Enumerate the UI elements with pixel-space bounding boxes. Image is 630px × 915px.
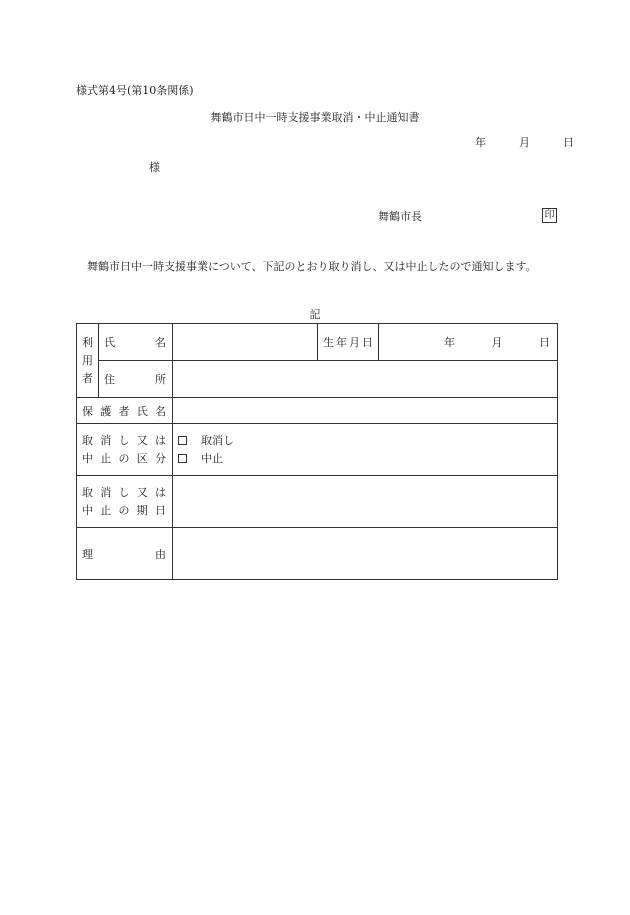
date-label-cell xyxy=(77,476,173,528)
label-char: の xyxy=(118,451,130,465)
label-char: 消 xyxy=(100,485,112,499)
user-group-label-cell xyxy=(77,324,99,398)
label-char: 又 xyxy=(136,485,148,499)
label-char: 住 xyxy=(104,373,115,386)
label-char: は xyxy=(155,433,166,447)
name-value-cell[interactable] xyxy=(173,324,318,361)
label-char: 中 xyxy=(82,451,93,465)
date-day: 日 xyxy=(563,136,574,149)
label-char: 止 xyxy=(100,451,112,465)
label-char: は xyxy=(155,485,166,499)
label-char: 区 xyxy=(136,451,148,465)
option-cancel-label: 取消し xyxy=(201,433,234,447)
label-char: 氏 xyxy=(136,404,148,418)
label-char: 日 xyxy=(155,503,166,517)
guardian-name-value-cell[interactable] xyxy=(173,398,558,424)
label-char: 中 xyxy=(82,503,93,517)
notice-form-table xyxy=(76,323,558,580)
label-char: し xyxy=(118,485,130,499)
checkbox-suspend[interactable] xyxy=(178,454,187,463)
label-char: 所 xyxy=(155,373,166,386)
label-char: 止 xyxy=(100,503,112,517)
reason-value-cell[interactable] xyxy=(173,528,558,580)
address-label-cell xyxy=(99,361,173,398)
guardian-name-label-cell xyxy=(77,398,173,424)
label-char: 又 xyxy=(136,433,148,447)
birth-day-label: 日 xyxy=(539,336,550,349)
address-value-cell[interactable] xyxy=(173,361,558,398)
birth-month-label: 月 xyxy=(491,336,503,349)
name-label-cell xyxy=(99,324,173,361)
option-suspend[interactable] xyxy=(173,450,557,468)
label-char: 消 xyxy=(100,433,112,447)
addressee-suffix: 様 xyxy=(149,161,160,174)
label-char: 者 xyxy=(118,404,130,418)
issue-date xyxy=(475,136,574,150)
issuer-name: 舞鶴市長 xyxy=(378,210,422,223)
form-number: 様式第4号(第10条関係) xyxy=(76,84,194,97)
label-char: 名 xyxy=(155,404,166,418)
birthdate-value-cell[interactable] xyxy=(379,324,558,361)
label-char: 年 xyxy=(336,336,347,349)
document-title: 舞鶴市日中一時支援事業取消・中止通知書 xyxy=(210,111,420,124)
label-char: 取 xyxy=(82,485,93,499)
notice-body-text: 舞鶴市日中一時支援事業について、下記のとおり取り消し、又は中止したので通知します。 xyxy=(87,260,537,273)
seal-mark: 印 xyxy=(542,208,557,223)
label-char: し xyxy=(118,433,130,447)
label-char: 月 xyxy=(349,336,360,349)
option-suspend-label: 中止 xyxy=(201,451,223,465)
label-char: 日 xyxy=(362,336,373,349)
birth-year-label: 年 xyxy=(444,336,455,349)
reason-label-cell xyxy=(77,528,173,580)
label-char: 氏 xyxy=(104,336,115,349)
label-char: 生 xyxy=(323,336,334,349)
label-char: 理 xyxy=(82,547,93,561)
label-char: 用 xyxy=(82,353,93,367)
label-char: 者 xyxy=(82,371,93,385)
category-options-cell xyxy=(173,424,558,476)
label-char: 名 xyxy=(155,336,166,349)
checkbox-cancel[interactable] xyxy=(178,436,187,445)
ki-heading: 記 xyxy=(309,308,321,321)
label-char: 分 xyxy=(155,451,166,465)
date-year: 年 xyxy=(475,136,486,149)
label-char: 由 xyxy=(155,547,166,561)
label-char: 期 xyxy=(136,503,148,517)
label-char: 利 xyxy=(82,335,93,349)
date-value-cell[interactable] xyxy=(173,476,558,528)
label-char: 取 xyxy=(82,433,93,447)
option-cancel[interactable] xyxy=(173,432,557,450)
date-month: 月 xyxy=(519,136,530,149)
label-char: 護 xyxy=(100,404,112,418)
category-label-cell xyxy=(77,424,173,476)
label-char: 保 xyxy=(82,404,93,418)
birthdate-label-cell xyxy=(318,324,379,361)
label-char: の xyxy=(118,503,130,517)
